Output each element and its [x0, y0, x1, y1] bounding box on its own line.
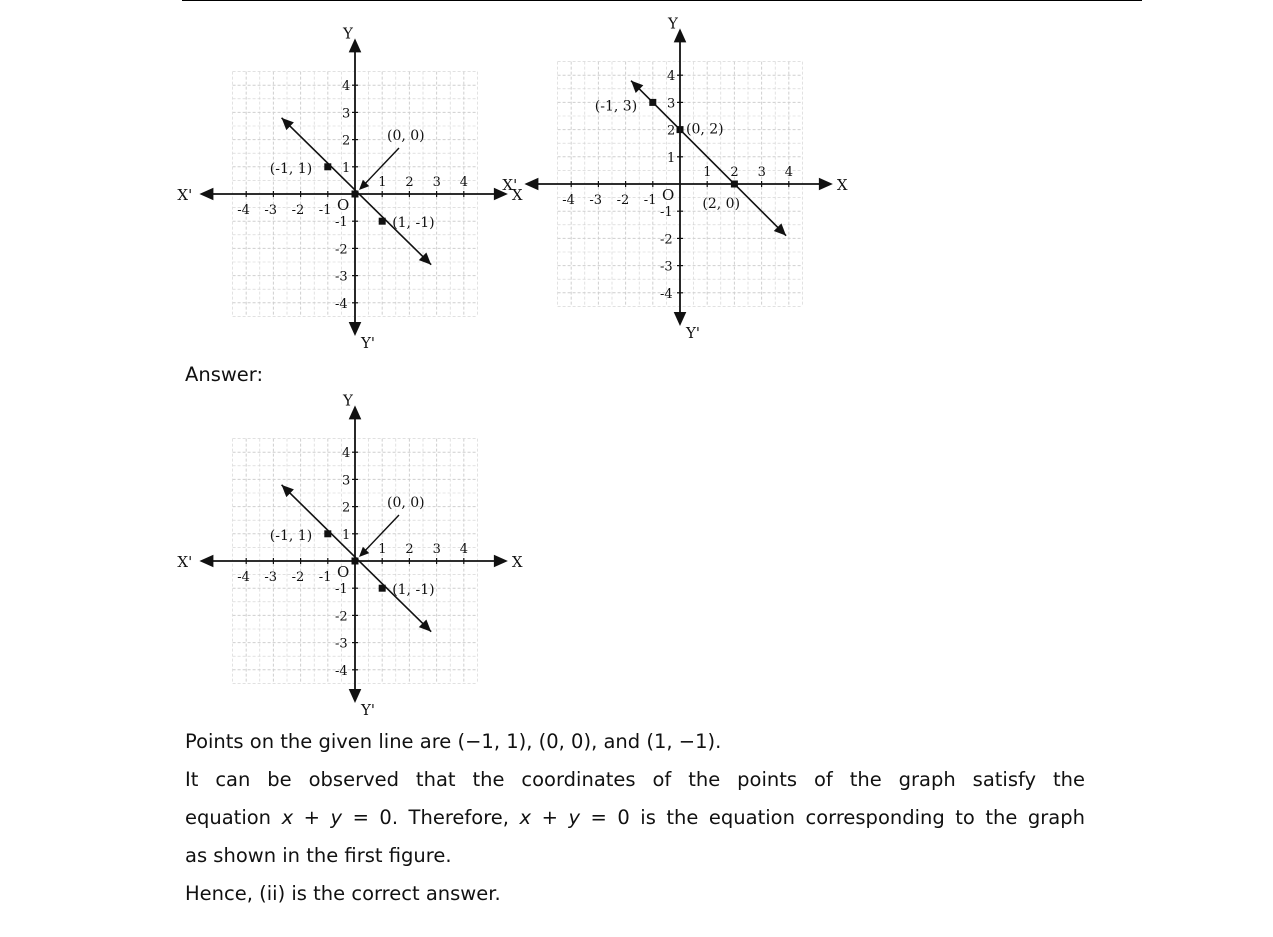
- y-tick-label: 3: [667, 96, 676, 112]
- x-tick-label: -3: [264, 570, 278, 585]
- math-var-y: y: [568, 806, 580, 829]
- x-tick-label: 1: [703, 165, 712, 180]
- origin-label: O: [337, 563, 350, 581]
- x-tick-label: -4: [237, 570, 250, 585]
- x-tick-label: -2: [616, 193, 630, 208]
- axis-label-y: Y: [343, 24, 353, 43]
- x-tick-label: -4: [562, 193, 575, 208]
- axis-label-x-prime: X': [502, 176, 518, 194]
- eq-text: +: [531, 806, 569, 829]
- x-tick-label: 3: [432, 542, 441, 557]
- axis-label-y-prime: Y': [686, 324, 701, 342]
- y-tick-label: -2: [335, 609, 348, 625]
- x-axis-arrow-right: [494, 555, 508, 568]
- points-statement: Points on the given line are (−1, 1), (0, 0), and (1, −1).: [185, 730, 722, 753]
- axis-label-x-prime: X': [177, 186, 193, 204]
- y-tick-label: -2: [660, 232, 673, 248]
- y-tick-label: 4: [342, 79, 351, 95]
- answer-label: Answer:: [185, 363, 264, 386]
- x-tick-label: -4: [237, 203, 250, 218]
- axis-label-x: X: [836, 176, 848, 194]
- y-tick-label: 2: [342, 500, 351, 516]
- point-label: (0, 0): [387, 495, 425, 511]
- point-label: (0, 0): [387, 128, 425, 144]
- eq-text: = 0 is the equation corresponding to the graph: [580, 806, 1085, 829]
- y-tick-label: -2: [335, 242, 348, 258]
- data-point: [352, 558, 359, 565]
- y-tick-label: -4: [335, 296, 348, 312]
- paragraph-line-3: as shown in the first figure.: [185, 844, 452, 867]
- y-tick-label: 3: [342, 473, 351, 489]
- x-tick-label: 3: [757, 165, 766, 180]
- axis-label-y-prime: Y': [361, 701, 376, 719]
- paragraph-line-1: It can be observed that the coordinates of the points of the graph satisfy the: [185, 768, 1085, 791]
- x-tick-label: 2: [405, 175, 414, 190]
- y-tick-label: -1: [335, 215, 348, 231]
- y-tick-label: -1: [335, 582, 348, 598]
- y-tick-label: -1: [660, 205, 673, 221]
- point-label: (-1, 3): [594, 98, 638, 115]
- y-tick-label: 4: [342, 446, 351, 462]
- x-tick-label: -1: [643, 193, 657, 208]
- x-tick-label: 2: [405, 542, 414, 557]
- x-tick-label: -3: [589, 193, 603, 208]
- origin-label: O: [337, 196, 350, 214]
- math-var-y: y: [330, 806, 343, 829]
- eq-text: +: [293, 806, 331, 829]
- y-tick-label: 4: [667, 69, 676, 85]
- x-tick-label: 1: [378, 175, 387, 190]
- y-tick-label: -3: [660, 259, 673, 275]
- x-tick-label: 1: [378, 542, 387, 557]
- x-tick-label: -3: [264, 203, 278, 218]
- y-tick-label: 1: [342, 527, 351, 543]
- point-label: (1, -1): [392, 582, 435, 599]
- y-tick-label: 2: [667, 123, 676, 139]
- conclusion: Hence, (ii) is the correct answer.: [185, 882, 501, 905]
- y-tick-label: -3: [335, 269, 348, 285]
- x-tick-label: -2: [291, 570, 305, 585]
- y-tick-label: -4: [335, 663, 348, 679]
- point-label: (1, -1): [392, 215, 435, 232]
- x-tick-label: 4: [459, 175, 469, 190]
- x-tick-label: 3: [432, 175, 441, 190]
- axis-label-y: Y: [668, 14, 678, 33]
- axis-label-x: X: [511, 553, 523, 571]
- data-point: [324, 530, 331, 537]
- y-tick-label: -3: [335, 636, 348, 652]
- y-tick-label: 1: [342, 160, 351, 176]
- eq-text: = 0. Therefore,: [342, 806, 520, 829]
- point-label: (2, 0): [702, 196, 741, 212]
- eq-text: equation: [185, 806, 282, 829]
- x-tick-label: -1: [318, 570, 332, 585]
- axis-label-x: X: [511, 186, 523, 204]
- x-tick-label: -1: [318, 203, 332, 218]
- origin-label: O: [662, 186, 675, 204]
- point-label: (0, 2): [686, 121, 724, 138]
- y-tick-label: -4: [660, 286, 673, 302]
- point-label: (-1, 1): [269, 160, 313, 177]
- y-tick-label: 3: [342, 106, 351, 122]
- data-point: [379, 585, 386, 592]
- axis-label-y-prime: Y': [361, 334, 376, 352]
- axis-label-x-prime: X': [177, 553, 193, 571]
- x-tick-label: 4: [459, 542, 469, 557]
- y-axis-arrow-down: [349, 689, 362, 703]
- x-tick-label: -2: [291, 203, 305, 218]
- x-tick-label: 2: [730, 165, 739, 180]
- x-axis-arrow-left: [199, 555, 213, 568]
- x-tick-label: 4: [784, 165, 794, 180]
- math-var-x: x: [281, 806, 294, 829]
- math-var-x: x: [519, 806, 532, 829]
- paragraph-line-2: [185, 806, 1085, 830]
- point-label: (-1, 1): [269, 527, 313, 544]
- y-tick-label: 1: [667, 150, 676, 166]
- axis-label-y: Y: [343, 391, 353, 410]
- y-tick-label: 2: [342, 133, 351, 149]
